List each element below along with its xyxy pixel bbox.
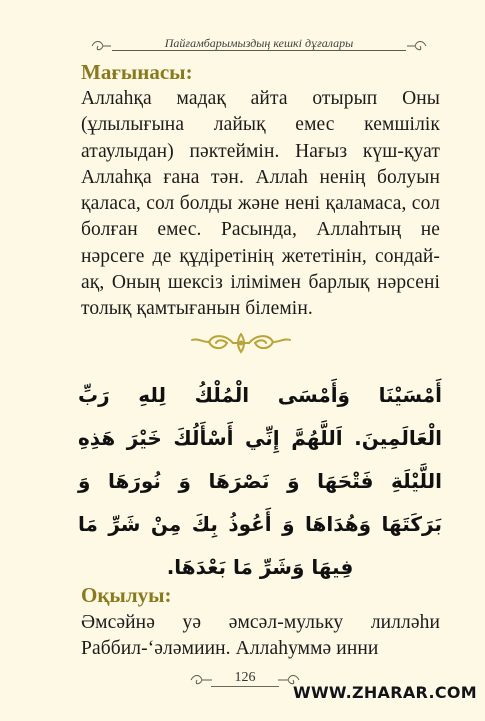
footer-rule bbox=[211, 686, 279, 687]
page-number: 126 bbox=[234, 670, 256, 685]
arabic-dua-text: أَمْسَيْنَا وَأَمْسَى الْمُلْكُ لِلهِ رَبِّ الْعَالَمِينَ. اَللَّهُمَّ إِنِّي أَسْأَلُكَ خَيْرَ هَذِهِ اللَّيْلَةِ فَتْحَهَا وَ نَصْرَهَا وَ نُورَهَا وَ بَرَكَتَهَا وَهُدَاهَا وَ أَعُوذُ بِكَ مِنْ شَرِّ مَا فِيهَا وَشَرِّ مَا بَعْدَهَا. bbox=[78, 383, 442, 579]
meaning-heading: Мағынасы: bbox=[81, 60, 193, 84]
meaning-paragraph: Аллаһқа мадақ айта отырып Оны (ұлылығына лайық емес кемшілік атаулыдан) пәктеймін. Нағыз күш-қуат Аллаһқа ғана тән. Аллаһ ненің болуын қаласа, сол болды және нені қаламаса, сол болған емес. Расында, Аллаһтың не нәрсеге де құдіретінің жететінін, сондай-ақ, Оның шексіз ілімімен барлық нәрсені толық қамтығанын білемін. bbox=[81, 88, 440, 320]
reading-heading: Оқылуы: bbox=[81, 583, 172, 607]
section-divider-ornament-icon bbox=[189, 328, 293, 358]
reading-paragraph: Әмсәйнә уә әмсәл-мульку лилләһи Раббил-‘әләмиин. Аллаһуммә инни bbox=[81, 612, 440, 660]
running-header bbox=[94, 36, 424, 52]
page-footer bbox=[185, 670, 305, 688]
header-title: Пайғамбарымыздың кешкі дұғалары bbox=[164, 36, 354, 50]
site-watermark: WWW.ZHARAR.COM bbox=[293, 683, 477, 702]
header-ornament-right-icon bbox=[406, 40, 428, 52]
